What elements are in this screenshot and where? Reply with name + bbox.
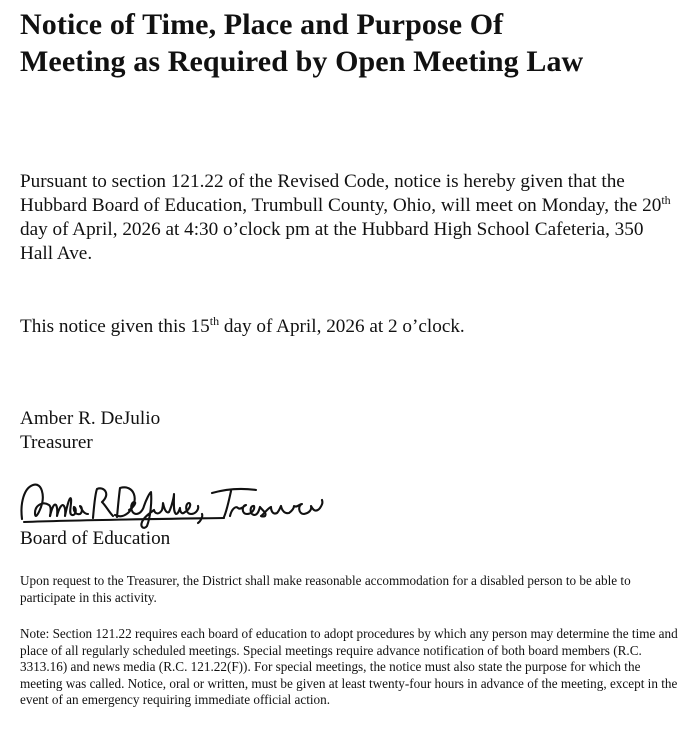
board-of-education-label: Board of Education — [20, 528, 171, 549]
notice-title-line-2: Meeting as Required by Open Meeting Law — [20, 45, 584, 78]
meeting-notice-text-end: day of April, 2026 at 4:30 o’clock pm at the Hubbard High School Cafeteria, 350 Hall Ave. — [20, 219, 644, 264]
notice-given-text-end: day of April, 2026 at 2 o’clock. — [219, 316, 465, 337]
ordinal-suffix: th — [209, 314, 220, 328]
signer-name: Amber R. DeJulio — [20, 408, 161, 429]
notice-given-text-start: This notice given this 15 — [20, 316, 210, 337]
meeting-notice-paragraph — [20, 170, 680, 266]
handwritten-signature — [16, 470, 326, 530]
notice-title — [20, 6, 680, 80]
notice-given-paragraph — [20, 315, 680, 339]
signer-title: Treasurer — [20, 432, 93, 453]
accommodation-statement: Upon request to the Treasurer, the District shall make reasonable accommodation for a disabled person to be able to participate in this activity. — [20, 573, 631, 605]
meeting-notice-text-start: Pursuant to section 121.22 of the Revised Code, notice is hereby given that the Hubbard Board of Education, Trumbull County, Ohio, will meet on Monday, the 20 — [20, 171, 662, 216]
ordinal-suffix: th — [661, 193, 671, 207]
legal-note: Note: Section 121.22 requires each board of education to adopt procedures by which any person may determine the time and place of all regularly scheduled meetings. Special meetings require advance notification of both board members (R.C. 3313.16) and news media (R.C. 121.22(F)). For special meetings, the notice must also state the purpose for which the meeting was called. Notice, oral or written, must be given at least twenty-four hours in advance of the meeting, except in the event of an emergency requiring immediate official action. — [20, 626, 678, 707]
notice-title-line-1: Notice of Time, Place and Purpose Of — [20, 8, 504, 41]
